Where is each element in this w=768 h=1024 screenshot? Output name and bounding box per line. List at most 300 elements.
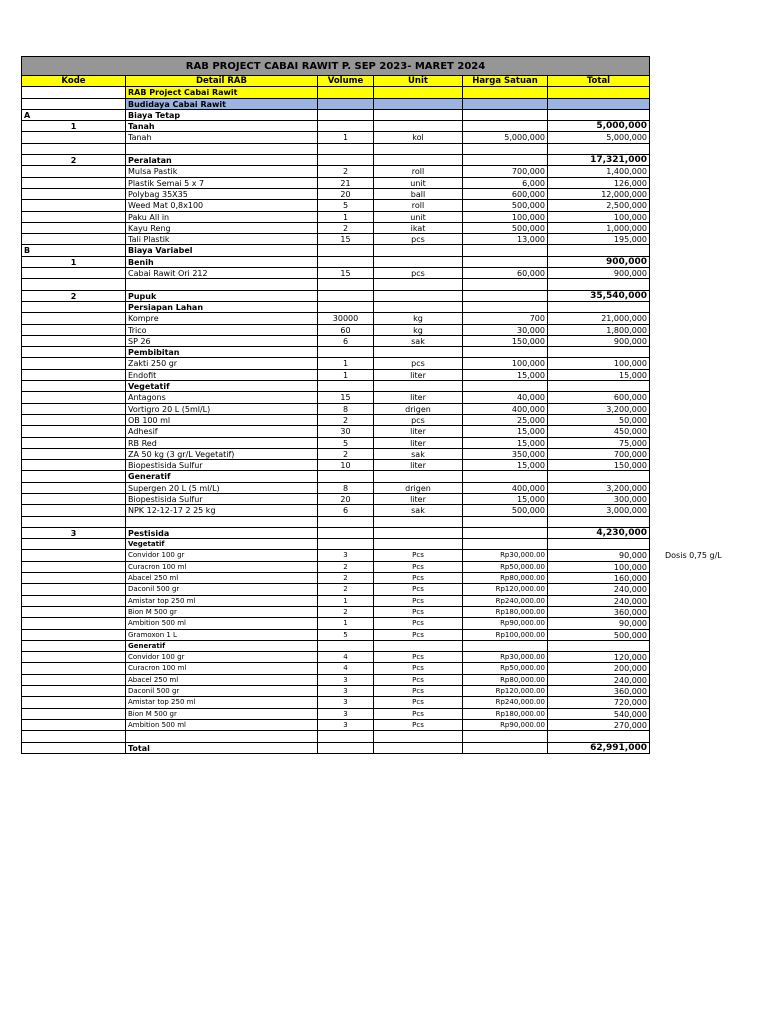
cell-harga-satuan: 700,000 bbox=[462, 166, 547, 177]
table-row bbox=[21, 325, 650, 336]
cell-total: 21,000,000 bbox=[547, 313, 650, 324]
cell-harga-satuan bbox=[462, 99, 547, 110]
cell-harga-satuan: Rp120,000.00 bbox=[462, 584, 547, 595]
table-row bbox=[21, 347, 650, 358]
cell-kode bbox=[21, 517, 125, 528]
cell-volume: 10 bbox=[317, 460, 373, 471]
cell-unit: Pcs bbox=[373, 596, 462, 607]
cell-kode bbox=[21, 494, 125, 505]
cell-kode bbox=[21, 471, 125, 482]
cell-volume bbox=[317, 144, 373, 155]
cell-volume: 3 bbox=[317, 550, 373, 561]
cell-volume: 15 bbox=[317, 268, 373, 279]
table-row bbox=[21, 709, 650, 720]
cell-total: 500,000 bbox=[547, 630, 650, 641]
cell-unit bbox=[373, 257, 462, 268]
cell-kode: A bbox=[21, 110, 125, 121]
table-row bbox=[21, 370, 650, 381]
cell-unit: Pcs bbox=[373, 663, 462, 674]
cell-volume: 15 bbox=[317, 392, 373, 403]
header-volume: Volume bbox=[317, 76, 373, 87]
cell-harga-satuan bbox=[462, 743, 547, 754]
table-row bbox=[21, 494, 650, 505]
cell-total: 900,000 bbox=[547, 268, 650, 279]
cell-harga-satuan: 150,000 bbox=[462, 336, 547, 347]
cell-volume: 5 bbox=[317, 630, 373, 641]
table-row bbox=[21, 584, 650, 595]
cell-detail: Zakti 250 gr bbox=[125, 358, 317, 369]
cell-total: 100,000 bbox=[547, 212, 650, 223]
cell-kode bbox=[21, 99, 125, 110]
cell-volume: 3 bbox=[317, 697, 373, 708]
cell-harga-satuan: Rp240,000.00 bbox=[462, 697, 547, 708]
cell-harga-satuan bbox=[462, 528, 547, 539]
cell-detail: SP 26 bbox=[125, 336, 317, 347]
header-unit: Unit bbox=[373, 76, 462, 87]
cell-detail: RAB Project Cabai Rawit bbox=[125, 87, 317, 98]
cell-unit bbox=[373, 110, 462, 121]
table-row bbox=[21, 697, 650, 708]
cell-volume bbox=[317, 279, 373, 290]
table-body bbox=[21, 87, 650, 754]
cell-harga-satuan: Rp30,000.00 bbox=[462, 550, 547, 561]
cell-unit: Pcs bbox=[373, 697, 462, 708]
cell-kode: B bbox=[21, 245, 125, 256]
cell-volume: 3 bbox=[317, 720, 373, 731]
cell-unit: Pcs bbox=[373, 675, 462, 686]
cell-unit: Pcs bbox=[373, 550, 462, 561]
cell-harga-satuan: Rp180,000.00 bbox=[462, 709, 547, 720]
cell-volume bbox=[317, 641, 373, 652]
table-row bbox=[21, 291, 650, 302]
table-row bbox=[21, 663, 650, 674]
cell-kode bbox=[21, 641, 125, 652]
cell-detail: Pembibitan bbox=[125, 347, 317, 358]
cell-volume: 2 bbox=[317, 584, 373, 595]
cell-kode bbox=[21, 189, 125, 200]
cell-detail: Tanah bbox=[125, 121, 317, 132]
cell-detail: Vortigro 20 L (5ml/L) bbox=[125, 404, 317, 415]
cell-kode bbox=[21, 697, 125, 708]
cell-volume: 30 bbox=[317, 426, 373, 437]
cell-harga-satuan: Rp100,000.00 bbox=[462, 630, 547, 641]
cell-detail: Tali Plastik bbox=[125, 234, 317, 245]
table-row bbox=[21, 630, 650, 641]
cell-volume: 2 bbox=[317, 607, 373, 618]
cell-detail: Peralatan bbox=[125, 155, 317, 166]
cell-total: 450,000 bbox=[547, 426, 650, 437]
cell-detail: Persiapan Lahan bbox=[125, 302, 317, 313]
cell-detail bbox=[125, 731, 317, 742]
table-row bbox=[21, 607, 650, 618]
cell-volume bbox=[317, 347, 373, 358]
cell-unit: roll bbox=[373, 200, 462, 211]
cell-volume bbox=[317, 731, 373, 742]
cell-total: 540,000 bbox=[547, 709, 650, 720]
table-row bbox=[21, 550, 650, 561]
cell-unit: liter bbox=[373, 438, 462, 449]
cell-total: 126,000 bbox=[547, 178, 650, 189]
cell-total bbox=[547, 245, 650, 256]
table-row bbox=[21, 438, 650, 449]
cell-total: 90,000 bbox=[547, 550, 650, 561]
cell-harga-satuan: 13,000 bbox=[462, 234, 547, 245]
cell-harga-satuan: Rp90,000.00 bbox=[462, 618, 547, 629]
cell-unit: ball bbox=[373, 189, 462, 200]
cell-harga-satuan bbox=[462, 381, 547, 392]
cell-volume: 8 bbox=[317, 483, 373, 494]
cell-detail: Total bbox=[125, 743, 317, 754]
cell-harga-satuan: 40,000 bbox=[462, 392, 547, 403]
cell-kode bbox=[21, 686, 125, 697]
cell-harga-satuan: 15,000 bbox=[462, 426, 547, 437]
cell-kode bbox=[21, 743, 125, 754]
cell-detail: Antagons bbox=[125, 392, 317, 403]
cell-detail: Curacron 100 ml bbox=[125, 663, 317, 674]
cell-unit: liter bbox=[373, 370, 462, 381]
table-row bbox=[21, 166, 650, 177]
cell-detail: Amistar top 250 ml bbox=[125, 697, 317, 708]
cell-harga-satuan: 400,000 bbox=[462, 483, 547, 494]
table-row bbox=[21, 528, 650, 539]
cell-unit: sak bbox=[373, 449, 462, 460]
cell-unit: liter bbox=[373, 426, 462, 437]
cell-total: 1,400,000 bbox=[547, 166, 650, 177]
table-row bbox=[21, 562, 650, 573]
table-row bbox=[21, 223, 650, 234]
cell-harga-satuan bbox=[462, 110, 547, 121]
cell-unit: unit bbox=[373, 178, 462, 189]
cell-total: 5,000,000 bbox=[547, 121, 650, 132]
cell-total: 1,800,000 bbox=[547, 325, 650, 336]
table-row bbox=[21, 144, 650, 155]
cell-total bbox=[547, 471, 650, 482]
cell-detail: Convidor 100 gr bbox=[125, 550, 317, 561]
cell-total: 240,000 bbox=[547, 675, 650, 686]
cell-volume: 1 bbox=[317, 358, 373, 369]
cell-unit bbox=[373, 87, 462, 98]
cell-volume: 2 bbox=[317, 449, 373, 460]
cell-kode bbox=[21, 720, 125, 731]
cell-kode bbox=[21, 200, 125, 211]
cell-kode bbox=[21, 675, 125, 686]
cell-total: 35,540,000 bbox=[547, 291, 650, 302]
cell-harga-satuan: 15,000 bbox=[462, 494, 547, 505]
cell-harga-satuan: 600,000 bbox=[462, 189, 547, 200]
rab-spreadsheet bbox=[21, 56, 650, 754]
cell-total bbox=[547, 347, 650, 358]
cell-total bbox=[547, 539, 650, 550]
table-row bbox=[21, 245, 650, 256]
cell-harga-satuan: 100,000 bbox=[462, 358, 547, 369]
cell-detail: Trico bbox=[125, 325, 317, 336]
cell-unit bbox=[373, 121, 462, 132]
table-row bbox=[21, 743, 650, 754]
cell-harga-satuan: Rp30,000.00 bbox=[462, 652, 547, 663]
cell-total: 12,000,000 bbox=[547, 189, 650, 200]
cell-detail bbox=[125, 517, 317, 528]
table-row bbox=[21, 87, 650, 98]
cell-kode bbox=[21, 144, 125, 155]
cell-kode bbox=[21, 166, 125, 177]
cell-unit bbox=[373, 302, 462, 313]
cell-volume: 8 bbox=[317, 404, 373, 415]
cell-total: 900,000 bbox=[547, 336, 650, 347]
cell-unit bbox=[373, 99, 462, 110]
cell-total bbox=[547, 517, 650, 528]
cell-harga-satuan bbox=[462, 245, 547, 256]
table-row bbox=[21, 302, 650, 313]
cell-detail bbox=[125, 279, 317, 290]
cell-kode: 2 bbox=[21, 155, 125, 166]
cell-detail: OB 100 ml bbox=[125, 415, 317, 426]
cell-detail: Pupuk bbox=[125, 291, 317, 302]
cell-unit bbox=[373, 528, 462, 539]
cell-detail: Biaya Tetap bbox=[125, 110, 317, 121]
table-row bbox=[21, 110, 650, 121]
cell-total: 100,000 bbox=[547, 358, 650, 369]
cell-harga-satuan: 6,000 bbox=[462, 178, 547, 189]
cell-harga-satuan bbox=[462, 155, 547, 166]
cell-harga-satuan: 700 bbox=[462, 313, 547, 324]
cell-volume bbox=[317, 110, 373, 121]
cell-unit: kg bbox=[373, 313, 462, 324]
cell-detail: Convidor 100 gr bbox=[125, 652, 317, 663]
cell-volume bbox=[317, 743, 373, 754]
cell-kode: 1 bbox=[21, 121, 125, 132]
cell-harga-satuan bbox=[462, 517, 547, 528]
cell-unit: Pcs bbox=[373, 584, 462, 595]
cell-total: 15,000 bbox=[547, 370, 650, 381]
cell-detail: Benih bbox=[125, 257, 317, 268]
cell-harga-satuan: 500,000 bbox=[462, 223, 547, 234]
table-row bbox=[21, 99, 650, 110]
cell-kode bbox=[21, 325, 125, 336]
table-row bbox=[21, 200, 650, 211]
cell-detail: Vegetatif bbox=[125, 381, 317, 392]
cell-total bbox=[547, 381, 650, 392]
cell-total: 3,200,000 bbox=[547, 404, 650, 415]
cell-volume: 4 bbox=[317, 663, 373, 674]
cell-kode bbox=[21, 370, 125, 381]
cell-harga-satuan: Rp80,000.00 bbox=[462, 573, 547, 584]
cell-kode bbox=[21, 404, 125, 415]
cell-kode bbox=[21, 212, 125, 223]
table-row bbox=[21, 358, 650, 369]
cell-volume: 6 bbox=[317, 505, 373, 516]
cell-unit: Pcs bbox=[373, 607, 462, 618]
cell-volume: 20 bbox=[317, 494, 373, 505]
cell-total: 3,200,000 bbox=[547, 483, 650, 494]
cell-total bbox=[547, 87, 650, 98]
cell-kode bbox=[21, 347, 125, 358]
cell-harga-satuan: Rp50,000.00 bbox=[462, 562, 547, 573]
cell-detail: Endofit bbox=[125, 370, 317, 381]
cell-volume: 60 bbox=[317, 325, 373, 336]
cell-volume: 5 bbox=[317, 438, 373, 449]
table-row bbox=[21, 517, 650, 528]
table-row bbox=[21, 731, 650, 742]
cell-total: 240,000 bbox=[547, 596, 650, 607]
cell-detail: Abacel 250 ml bbox=[125, 573, 317, 584]
cell-volume: 2 bbox=[317, 223, 373, 234]
cell-volume: 20 bbox=[317, 189, 373, 200]
cell-total: 360,000 bbox=[547, 607, 650, 618]
cell-harga-satuan: 15,000 bbox=[462, 370, 547, 381]
cell-volume: 5 bbox=[317, 200, 373, 211]
cell-unit: sak bbox=[373, 505, 462, 516]
cell-volume: 3 bbox=[317, 686, 373, 697]
cell-volume bbox=[317, 471, 373, 482]
cell-total: 200,000 bbox=[547, 663, 650, 674]
cell-total: 1,000,000 bbox=[547, 223, 650, 234]
cell-kode bbox=[21, 460, 125, 471]
cell-unit bbox=[373, 279, 462, 290]
cell-detail: Amistar top 250 ml bbox=[125, 596, 317, 607]
table-row bbox=[21, 539, 650, 550]
cell-total: 100,000 bbox=[547, 562, 650, 573]
cell-total: 75,000 bbox=[547, 438, 650, 449]
cell-unit: Pcs bbox=[373, 630, 462, 641]
cell-volume bbox=[317, 291, 373, 302]
cell-kode bbox=[21, 539, 125, 550]
cell-volume: 1 bbox=[317, 618, 373, 629]
cell-unit: drigen bbox=[373, 483, 462, 494]
cell-kode bbox=[21, 483, 125, 494]
cell-detail: Polybag 35X35 bbox=[125, 189, 317, 200]
table-row bbox=[21, 426, 650, 437]
table-row bbox=[21, 132, 650, 143]
table-row bbox=[21, 268, 650, 279]
cell-volume: 15 bbox=[317, 234, 373, 245]
cell-total: 700,000 bbox=[547, 449, 650, 460]
cell-kode bbox=[21, 596, 125, 607]
cell-harga-satuan bbox=[462, 302, 547, 313]
cell-volume bbox=[317, 99, 373, 110]
cell-kode bbox=[21, 358, 125, 369]
cell-kode bbox=[21, 268, 125, 279]
table-row bbox=[21, 449, 650, 460]
cell-detail: Ambition 500 ml bbox=[125, 618, 317, 629]
cell-total bbox=[547, 99, 650, 110]
cell-unit bbox=[373, 381, 462, 392]
cell-kode bbox=[21, 550, 125, 561]
cell-detail: Pestisida bbox=[125, 528, 317, 539]
cell-unit: Pcs bbox=[373, 562, 462, 573]
cell-volume: 3 bbox=[317, 709, 373, 720]
cell-detail: Bion M 500 gr bbox=[125, 709, 317, 720]
cell-detail: Generatif bbox=[125, 471, 317, 482]
cell-harga-satuan: 60,000 bbox=[462, 268, 547, 279]
cell-harga-satuan: Rp80,000.00 bbox=[462, 675, 547, 686]
cell-harga-satuan: Rp90,000.00 bbox=[462, 720, 547, 731]
cell-harga-satuan: Rp180,000.00 bbox=[462, 607, 547, 618]
cell-unit: roll bbox=[373, 166, 462, 177]
cell-harga-satuan bbox=[462, 641, 547, 652]
cell-unit bbox=[373, 731, 462, 742]
cell-total bbox=[547, 731, 650, 742]
cell-harga-satuan bbox=[462, 731, 547, 742]
cell-harga-satuan: 400,000 bbox=[462, 404, 547, 415]
cell-total bbox=[547, 110, 650, 121]
cell-harga-satuan: 15,000 bbox=[462, 438, 547, 449]
cell-total: 195,000 bbox=[547, 234, 650, 245]
cell-detail: Cabai Rawit Ori 212 bbox=[125, 268, 317, 279]
cell-total bbox=[547, 302, 650, 313]
cell-unit: liter bbox=[373, 460, 462, 471]
cell-detail: Biaya Variabel bbox=[125, 245, 317, 256]
cell-harga-satuan: Rp120,000.00 bbox=[462, 686, 547, 697]
cell-unit: unit bbox=[373, 212, 462, 223]
table-row bbox=[21, 392, 650, 403]
cell-total: 720,000 bbox=[547, 697, 650, 708]
cell-harga-satuan: 5,000,000 bbox=[462, 132, 547, 143]
cell-volume: 2 bbox=[317, 415, 373, 426]
cell-kode: 1 bbox=[21, 257, 125, 268]
cell-harga-satuan: 25,000 bbox=[462, 415, 547, 426]
cell-kode bbox=[21, 607, 125, 618]
cell-volume: 1 bbox=[317, 370, 373, 381]
table-row bbox=[21, 279, 650, 290]
cell-detail: Biopestisida Sulfur bbox=[125, 460, 317, 471]
table-row bbox=[21, 618, 650, 629]
cell-unit: kg bbox=[373, 325, 462, 336]
cell-kode bbox=[21, 381, 125, 392]
cell-total: 5,000,000 bbox=[547, 132, 650, 143]
cell-detail bbox=[125, 144, 317, 155]
cell-unit: sak bbox=[373, 336, 462, 347]
cell-unit: kol bbox=[373, 132, 462, 143]
table-row bbox=[21, 257, 650, 268]
cell-detail: Supergen 20 L (5 ml/L) bbox=[125, 483, 317, 494]
cell-kode bbox=[21, 573, 125, 584]
cell-volume bbox=[317, 87, 373, 98]
cell-unit: liter bbox=[373, 494, 462, 505]
cell-total: 4,230,000 bbox=[547, 528, 650, 539]
cell-unit: pcs bbox=[373, 358, 462, 369]
cell-kode bbox=[21, 279, 125, 290]
table-row bbox=[21, 313, 650, 324]
cell-kode bbox=[21, 505, 125, 516]
cell-volume: 3 bbox=[317, 675, 373, 686]
cell-kode bbox=[21, 449, 125, 460]
cell-detail: Tanah bbox=[125, 132, 317, 143]
cell-volume bbox=[317, 245, 373, 256]
cell-kode bbox=[21, 313, 125, 324]
cell-harga-satuan bbox=[462, 87, 547, 98]
cell-harga-satuan bbox=[462, 144, 547, 155]
cell-harga-satuan: 100,000 bbox=[462, 212, 547, 223]
cell-total: 62,991,000 bbox=[547, 743, 650, 754]
cell-total: 300,000 bbox=[547, 494, 650, 505]
cell-unit bbox=[373, 471, 462, 482]
cell-harga-satuan: 500,000 bbox=[462, 505, 547, 516]
cell-unit: Pcs bbox=[373, 709, 462, 720]
cell-kode bbox=[21, 663, 125, 674]
table-row bbox=[21, 573, 650, 584]
cell-unit bbox=[373, 245, 462, 256]
cell-unit: liter bbox=[373, 392, 462, 403]
cell-volume: 21 bbox=[317, 178, 373, 189]
cell-kode bbox=[21, 415, 125, 426]
cell-kode bbox=[21, 302, 125, 313]
cell-unit bbox=[373, 291, 462, 302]
cell-volume: 2 bbox=[317, 166, 373, 177]
cell-kode bbox=[21, 336, 125, 347]
cell-volume: 4 bbox=[317, 652, 373, 663]
cell-volume: 1 bbox=[317, 132, 373, 143]
cell-kode bbox=[21, 426, 125, 437]
